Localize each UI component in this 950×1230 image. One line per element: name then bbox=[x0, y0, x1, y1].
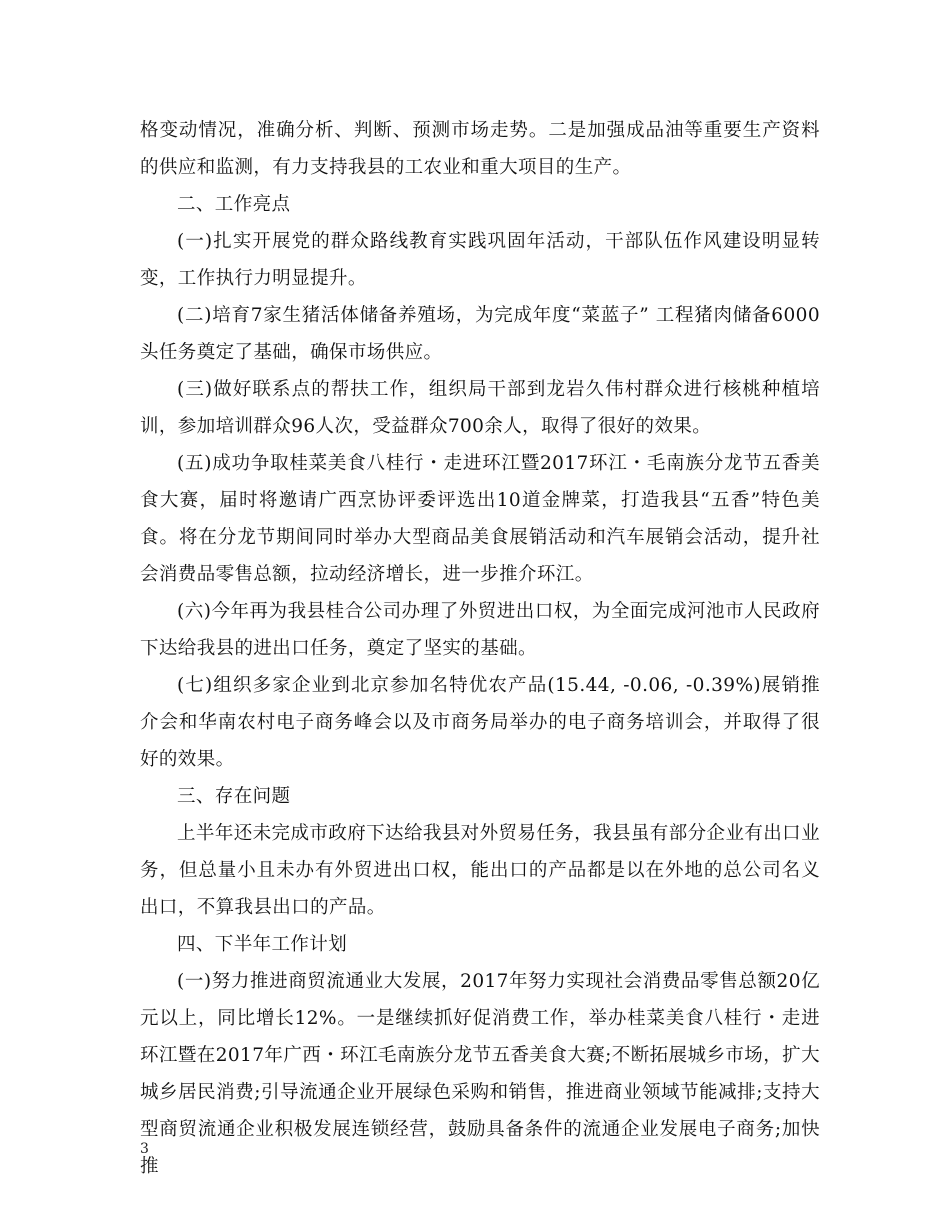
paragraph: (一)扎实开展党的群众路线教育实践巩固年活动，干部队伍作风建设明显转变，工作执行力明显提升。 bbox=[140, 231, 820, 289]
paragraph: (七)组织多家企业到北京参加名特优农产品(15.44, -0.06, -0.39%)展销推介会和华南农村电子商务峰会以及市商务局举办的电子商务培训会，并取得了很好的效果。 bbox=[140, 675, 820, 770]
paragraph: 上半年还未完成市政府下达给我县对外贸易任务，我县虽有部分企业有出口业务，但总量小且未办有外贸进出口权，能出口的产品都是以在外地的总公司名义出口，不算我县出口的产品。 bbox=[140, 823, 820, 918]
section-heading: 二、工作亮点 bbox=[177, 194, 291, 215]
document-body bbox=[140, 112, 820, 1185]
paragraph: (五)成功争取桂菜美食八桂行・走进环江暨2017环江・毛南族分龙节五香美食大赛，届时将邀请广西烹协评委评选出10道金牌菜，打造我县“五香”特色美食。将在分龙节期间同时举办大型商品美食展销活动和汽车展销会活动，提升社会消费品零售总额，拉动经济增长，进一步推介环江。 bbox=[140, 453, 820, 585]
paragraph: 格变动情况，准确分析、判断、预测市场走势。二是加强成品油等重要生产资料的供应和监测，有力支持我县的工农业和重大项目的生产。 bbox=[140, 120, 820, 178]
section-heading: 三、存在问题 bbox=[177, 786, 291, 807]
paragraph: (二)培育7家生猪活体储备养殖场，为完成年度“菜蓝子” 工程猪肉储备6000头任务奠定了基础，确保市场供应。 bbox=[140, 305, 820, 363]
page-number: 3 bbox=[140, 1141, 149, 1157]
paragraph: (六)今年再为我县桂合公司办理了外贸进出口权，为全面完成河池市人民政府下达给我县的进出口任务，奠定了坚实的基础。 bbox=[140, 601, 820, 659]
paragraph: (一)努力推进商贸流通业大发展，2017年努力实现社会消费品零售总额20亿元以上，同比增长12%。一是继续抓好促消费工作，举办桂菜美食八桂行・走进环江暨在2017年广西・环江毛南族分龙节五香美食大赛;不断拓展城乡市场，扩大城乡居民消费;引导流通企业开展绿色采购和销售，推进商业领域节能减排;支持大型商贸流通企业积极发展连锁经营，鼓励具备条件的流通企业发展电子商务;加快推 bbox=[140, 971, 820, 1177]
paragraph: (三)做好联系点的帮扶工作，组织局干部到龙岩久伟村群众进行核桃种植培训，参加培训群众96人次，受益群众700余人，取得了很好的效果。 bbox=[140, 379, 820, 437]
section-heading: 四、下半年工作计划 bbox=[177, 934, 348, 955]
